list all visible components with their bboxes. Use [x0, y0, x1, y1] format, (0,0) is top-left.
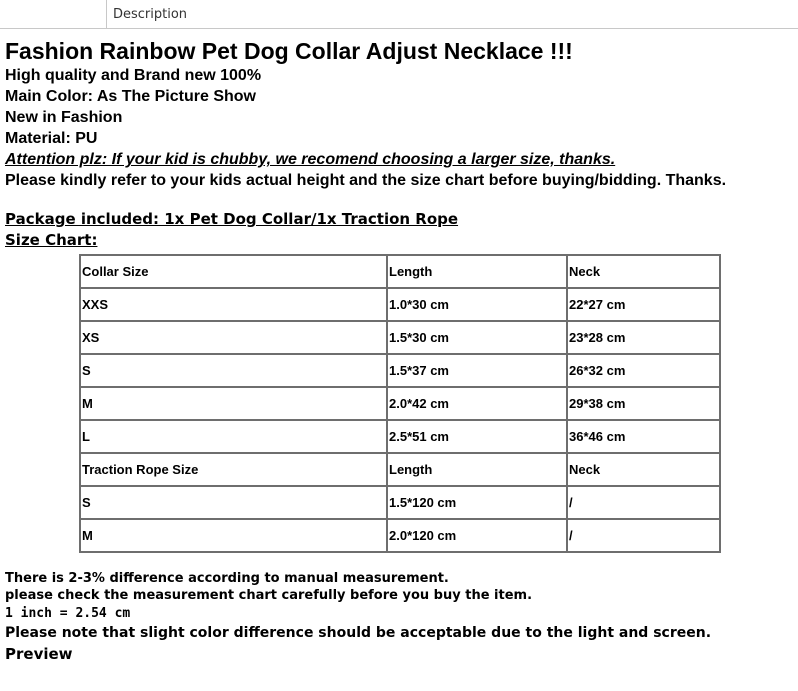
table-row	[80, 321, 720, 354]
size-chart-table	[79, 254, 721, 553]
check-note: please check the measurement chart carefully before you buy the item.	[5, 588, 533, 603]
color-line: Main Color: As The Picture Show	[5, 88, 256, 105]
product-title: Fashion Rainbow Pet Dog Collar Adjust Necklace !!!	[5, 38, 573, 64]
table-cell: 29*38 cm	[567, 387, 720, 420]
tab-description[interactable]: Description	[113, 7, 188, 22]
table-row	[80, 288, 720, 321]
table-cell: /	[567, 486, 720, 519]
preview-heading: Preview	[5, 645, 73, 663]
color-note: Please note that slight color difference should be acceptable due to the light and screen.	[5, 625, 712, 641]
table-row	[80, 387, 720, 420]
package-included: Package included: 1x Pet Dog Collar/1x Traction Rope	[5, 210, 459, 228]
tab-bar	[0, 0, 798, 29]
table-cell: XXS	[80, 288, 387, 321]
spacer	[5, 191, 793, 209]
table-cell: 23*28 cm	[567, 321, 720, 354]
refer-note: Please kindly refer to your kids actual height and the size chart before buying/bidding. Thanks.	[5, 172, 727, 189]
product-description	[5, 37, 793, 251]
table-row	[80, 453, 720, 486]
quality-line: High quality and Brand new 100%	[5, 67, 262, 84]
table-cell: 26*32 cm	[567, 354, 720, 387]
fashion-line: New in Fashion	[5, 109, 123, 126]
table-cell: 2.5*51 cm	[387, 420, 567, 453]
table-row	[80, 255, 720, 288]
table-row	[80, 354, 720, 387]
table-cell: 22*27 cm	[567, 288, 720, 321]
size-chart-label: Size Chart:	[5, 231, 98, 249]
material-line: Material: PU	[5, 130, 98, 147]
table-cell: S	[80, 354, 387, 387]
tab-divider	[106, 0, 107, 29]
table-cell: 2.0*42 cm	[387, 387, 567, 420]
table-row	[80, 486, 720, 519]
table-cell: Length	[387, 453, 567, 486]
inch-note: 1 inch = 2.54 cm	[5, 606, 131, 621]
table-cell: L	[80, 420, 387, 453]
table-cell: Collar Size	[80, 255, 387, 288]
table-cell: 1.5*120 cm	[387, 486, 567, 519]
table-cell: 2.0*120 cm	[387, 519, 567, 552]
table-cell: 36*46 cm	[567, 420, 720, 453]
table-cell: 1.0*30 cm	[387, 288, 567, 321]
table-cell: Neck	[567, 255, 720, 288]
table-cell: Neck	[567, 453, 720, 486]
table-row	[80, 420, 720, 453]
table-row	[80, 519, 720, 552]
measurement-notes	[5, 570, 711, 665]
table-cell: M	[80, 519, 387, 552]
difference-note: There is 2-3% difference according to manual measurement.	[5, 571, 449, 586]
table-cell: 1.5*30 cm	[387, 321, 567, 354]
table-cell: S	[80, 486, 387, 519]
table-cell: 1.5*37 cm	[387, 354, 567, 387]
table-cell: M	[80, 387, 387, 420]
table-cell: XS	[80, 321, 387, 354]
table-cell: Traction Rope Size	[80, 453, 387, 486]
table-cell: Length	[387, 255, 567, 288]
table-cell: /	[567, 519, 720, 552]
attention-note: Attention plz: If your kid is chubby, we recomend choosing a larger size, thanks.	[5, 151, 616, 168]
